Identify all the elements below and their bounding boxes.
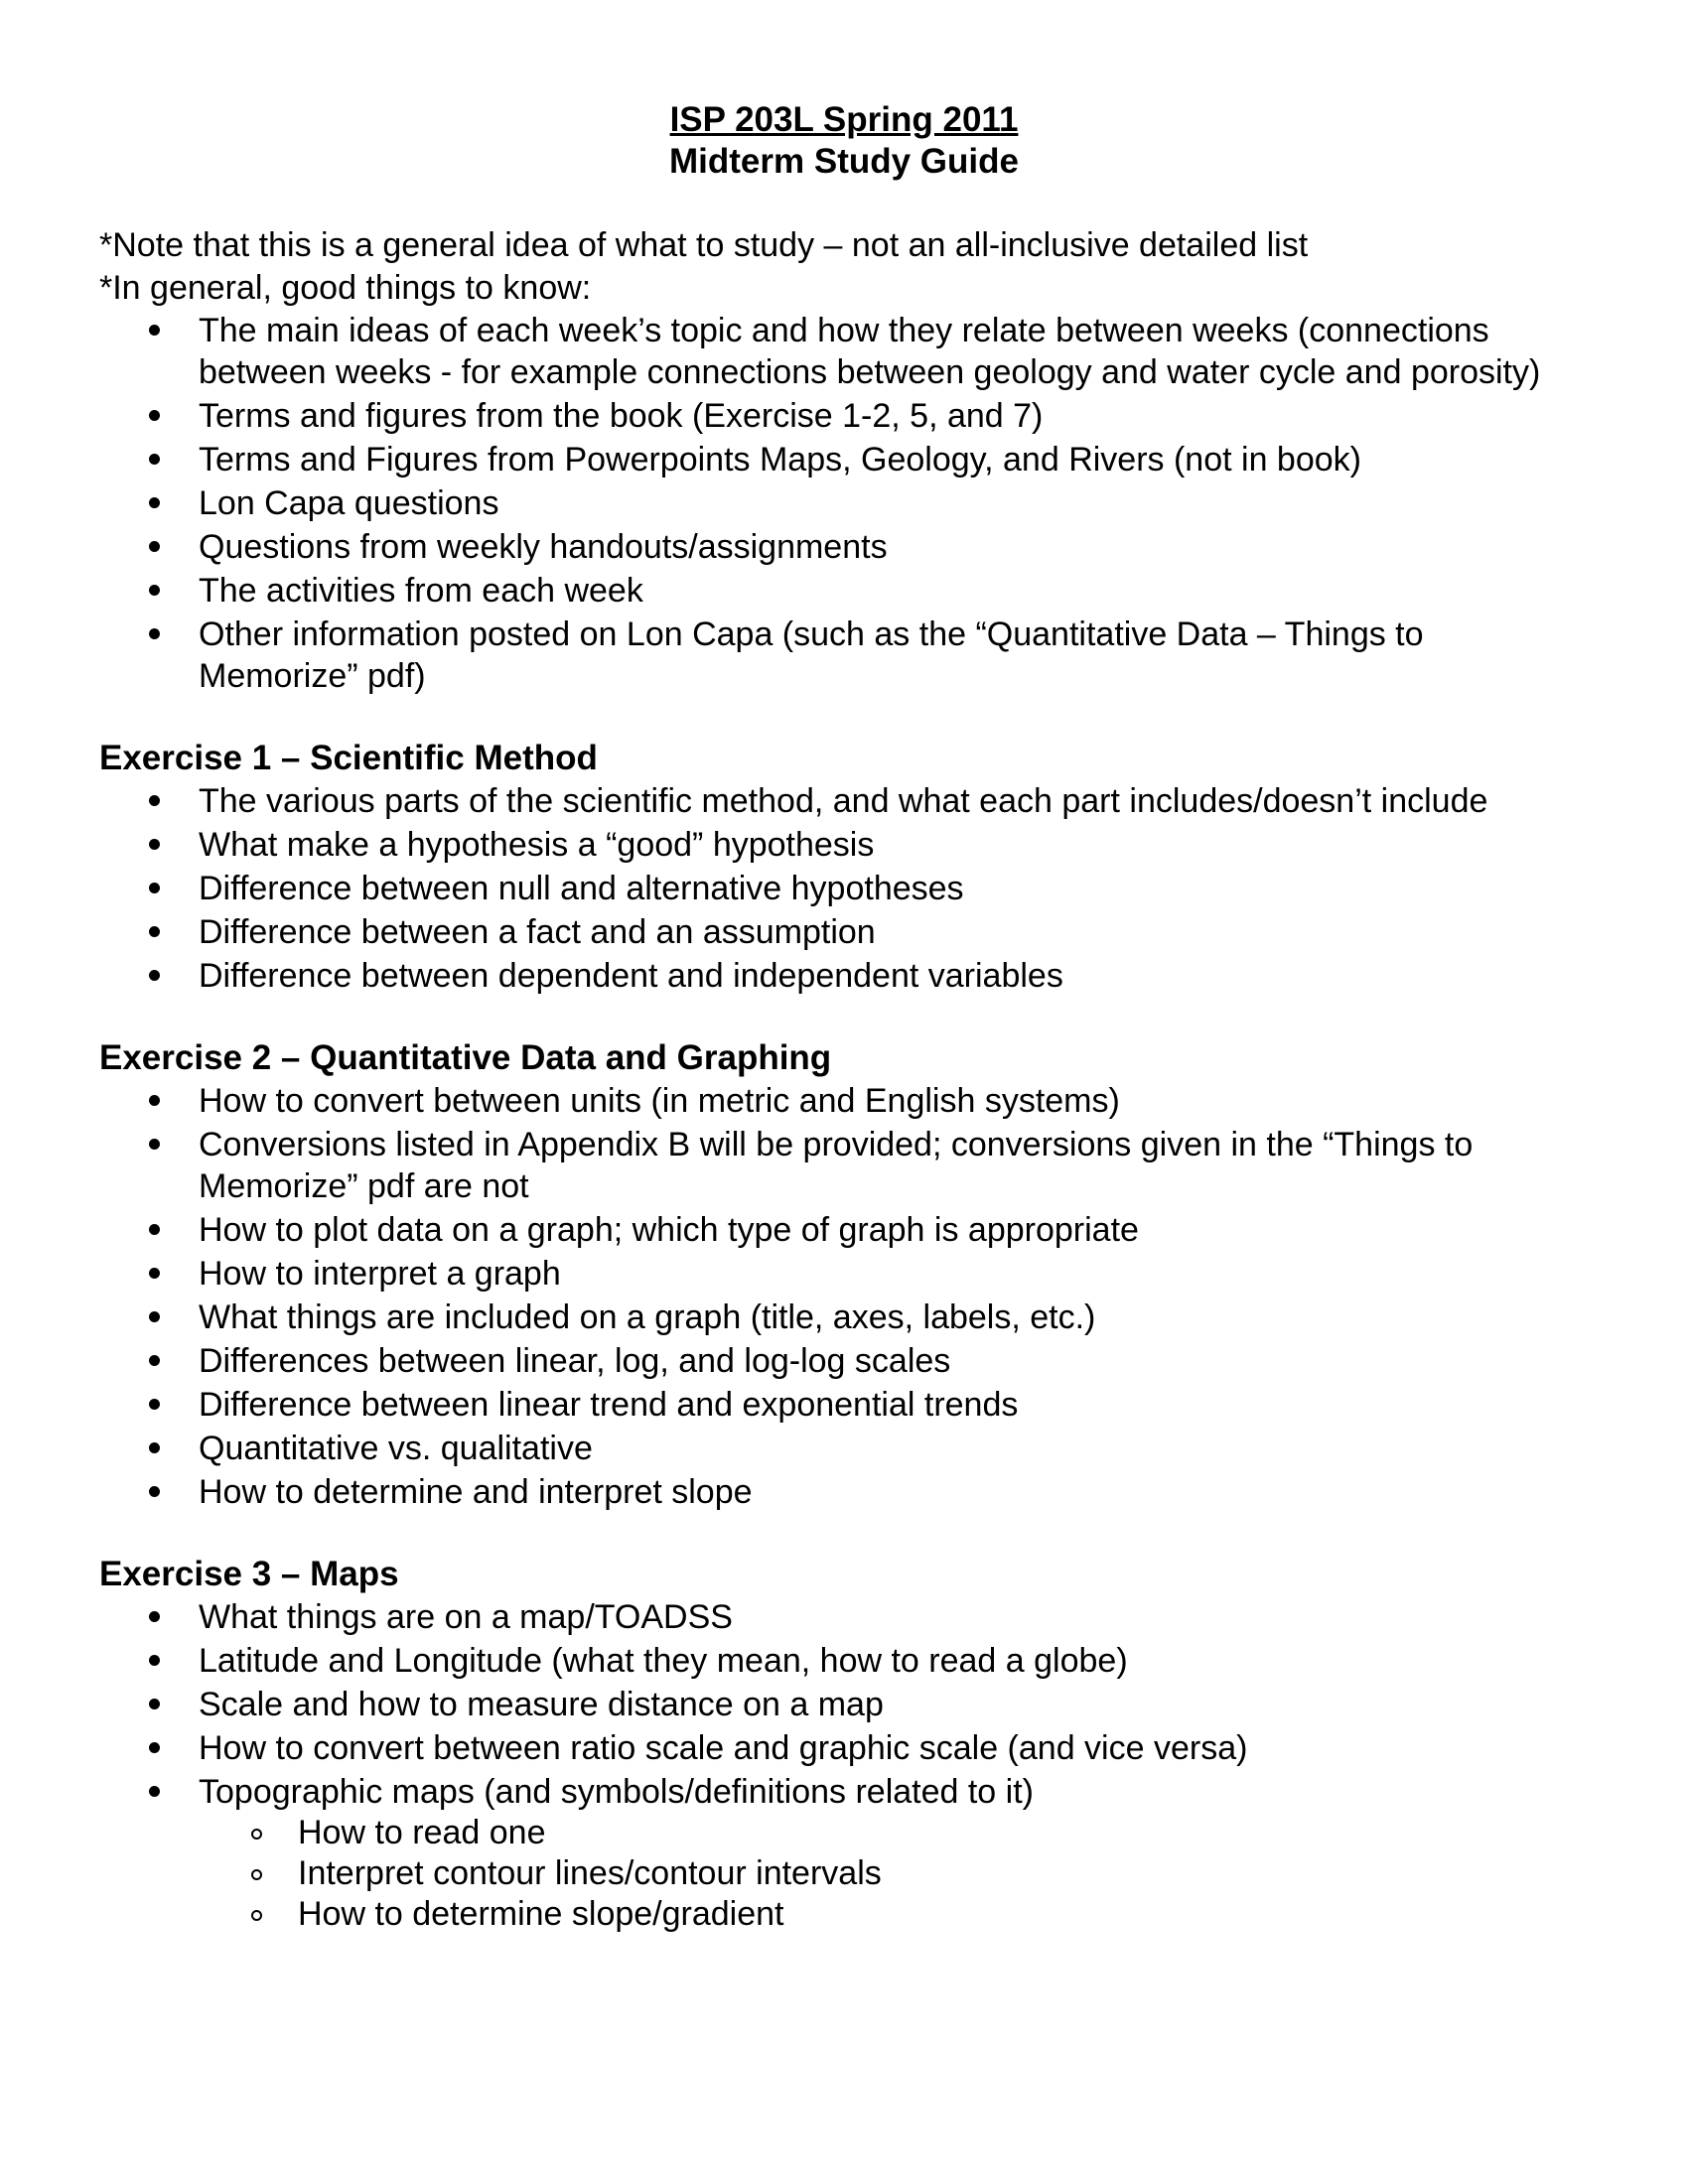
bullet-icon	[149, 1268, 160, 1279]
list-item-text: How to convert between ratio scale and graphic scale (and vice versa)	[199, 1729, 1248, 1767]
bullet-icon	[149, 454, 160, 465]
bullet-icon	[149, 585, 160, 596]
list-item-text: Terms and figures from the book (Exercise 1-2, 5, and 7)	[199, 397, 1044, 435]
intro-block	[99, 224, 1589, 697]
bullet-icon	[149, 1655, 160, 1666]
section-list	[99, 1596, 1589, 1935]
hollow-bullet-icon	[251, 1910, 262, 1921]
document-subtitle: Midterm Study Guide	[669, 142, 1019, 181]
list-item-text: Conversions listed in Appendix B will be provided; conversions given in the “Things to Memorize” pdf are not	[199, 1126, 1474, 1205]
list-item	[99, 955, 1589, 997]
sub-list-item-text: How to read one	[298, 1814, 546, 1851]
section-list	[99, 780, 1589, 997]
list-item-text: How to determine and interpret slope	[199, 1473, 753, 1511]
bullet-icon	[149, 839, 160, 850]
list-item-text: Quantitative vs. qualitative	[199, 1430, 593, 1467]
list-item	[99, 1080, 1589, 1122]
list-item	[99, 614, 1589, 697]
list-item-text: Terms and Figures from Powerpoints Maps, Geology, and Rivers (not in book)	[199, 441, 1361, 478]
list-item	[99, 1297, 1589, 1338]
section-heading: Exercise 3 – Maps	[99, 1555, 399, 1593]
hollow-bullet-icon	[251, 1869, 262, 1880]
list-item	[99, 1771, 1589, 1935]
list-item	[99, 1640, 1589, 1682]
sub-list-item-text: Interpret contour lines/contour intervals	[298, 1854, 882, 1892]
list-item-text: Difference between linear trend and exponential trends	[199, 1386, 1019, 1424]
list-item-text: Other information posted on Lon Capa (such as the “Quantitative Data – Things to Memorize” pdf)	[199, 615, 1424, 695]
list-item-text: The activities from each week	[199, 572, 643, 610]
list-item	[99, 570, 1589, 612]
list-item-text: How to convert between units (in metric and English systems)	[199, 1082, 1120, 1120]
sub-list-item	[199, 1813, 1589, 1853]
list-item	[99, 1684, 1589, 1725]
bullet-icon	[149, 541, 160, 552]
list-item-text: Difference between null and alternative hypotheses	[199, 870, 964, 907]
bullet-icon	[149, 1139, 160, 1150]
sub-list	[199, 1813, 1589, 1935]
list-item	[99, 482, 1589, 524]
list-item	[99, 1209, 1589, 1251]
bullet-icon	[149, 410, 160, 421]
list-item	[99, 911, 1589, 953]
list-item	[99, 1384, 1589, 1426]
list-item-text: What things are included on a graph (title, axes, labels, etc.)	[199, 1298, 1096, 1336]
intro-list	[99, 310, 1589, 697]
intro-note: *Note that this is a general idea of what to study – not an all-inclusive detailed list	[99, 226, 1309, 264]
bullet-icon	[149, 1786, 160, 1797]
list-item-text: What things are on a map/TOADSS	[199, 1598, 733, 1636]
list-item	[99, 1428, 1589, 1469]
section-heading: Exercise 2 – Quantitative Data and Graphing	[99, 1038, 832, 1077]
section-exercise-3	[99, 1553, 1589, 1935]
list-item-text: How to interpret a graph	[199, 1255, 561, 1293]
document-title: ISP 203L Spring 2011	[669, 100, 1019, 139]
bullet-icon	[149, 1399, 160, 1410]
list-item-text: Difference between a fact and an assumption	[199, 913, 876, 951]
list-item-text: How to plot data on a graph; which type of graph is appropriate	[199, 1211, 1139, 1249]
list-item-text: The various parts of the scientific method, and what each part includes/doesn’t include	[199, 782, 1488, 820]
list-item-text: Difference between dependent and independent variables	[199, 957, 1063, 995]
bullet-icon	[149, 1355, 160, 1366]
bullet-icon	[149, 1742, 160, 1753]
hollow-bullet-icon	[251, 1829, 262, 1840]
bullet-icon	[149, 795, 160, 806]
bullet-icon	[149, 970, 160, 981]
list-item	[99, 1727, 1589, 1769]
list-item	[99, 1471, 1589, 1513]
bullet-icon	[149, 1699, 160, 1709]
list-item-text: Differences between linear, log, and log-log scales	[199, 1342, 951, 1380]
sub-list-item-text: How to determine slope/gradient	[298, 1895, 784, 1933]
section-exercise-2	[99, 1036, 1589, 1513]
list-item	[99, 868, 1589, 909]
bullet-icon	[149, 1442, 160, 1453]
bullet-icon	[149, 926, 160, 937]
bullet-icon	[149, 1095, 160, 1106]
intro-general: *In general, good things to know:	[99, 269, 592, 307]
document-page	[99, 99, 1589, 1937]
list-item-text: Latitude and Longitude (what they mean, how to read a globe)	[199, 1642, 1128, 1680]
list-item	[99, 526, 1589, 568]
section-list	[99, 1080, 1589, 1513]
list-item-text: Questions from weekly handouts/assignments	[199, 528, 888, 566]
sub-list-item	[199, 1853, 1589, 1894]
list-item-text: Lon Capa questions	[199, 484, 499, 522]
list-item	[99, 1596, 1589, 1638]
bullet-icon	[149, 325, 160, 336]
list-item-text: Topographic maps (and symbols/definitions related to it)	[199, 1773, 1034, 1811]
list-item-text: What make a hypothesis a “good” hypothesis	[199, 826, 875, 864]
sub-list-item	[199, 1894, 1589, 1935]
list-item	[99, 395, 1589, 437]
list-item	[99, 1340, 1589, 1382]
bullet-icon	[149, 1311, 160, 1322]
bullet-icon	[149, 1611, 160, 1622]
section-heading: Exercise 1 – Scientific Method	[99, 739, 598, 777]
list-item	[99, 1253, 1589, 1295]
bullet-icon	[149, 497, 160, 508]
bullet-icon	[149, 628, 160, 639]
bullet-icon	[149, 883, 160, 893]
list-item	[99, 1124, 1589, 1207]
list-item	[99, 439, 1589, 480]
bullet-icon	[149, 1486, 160, 1497]
list-item-text: The main ideas of each week’s topic and how they relate between weeks (connections between weeks - for example connections between geology and water cycle and porosity)	[199, 312, 1541, 391]
list-item-text: Scale and how to measure distance on a map	[199, 1686, 884, 1723]
bullet-icon	[149, 1224, 160, 1235]
list-item	[99, 780, 1589, 822]
section-exercise-1	[99, 737, 1589, 997]
list-item	[99, 824, 1589, 866]
list-item	[99, 310, 1589, 393]
